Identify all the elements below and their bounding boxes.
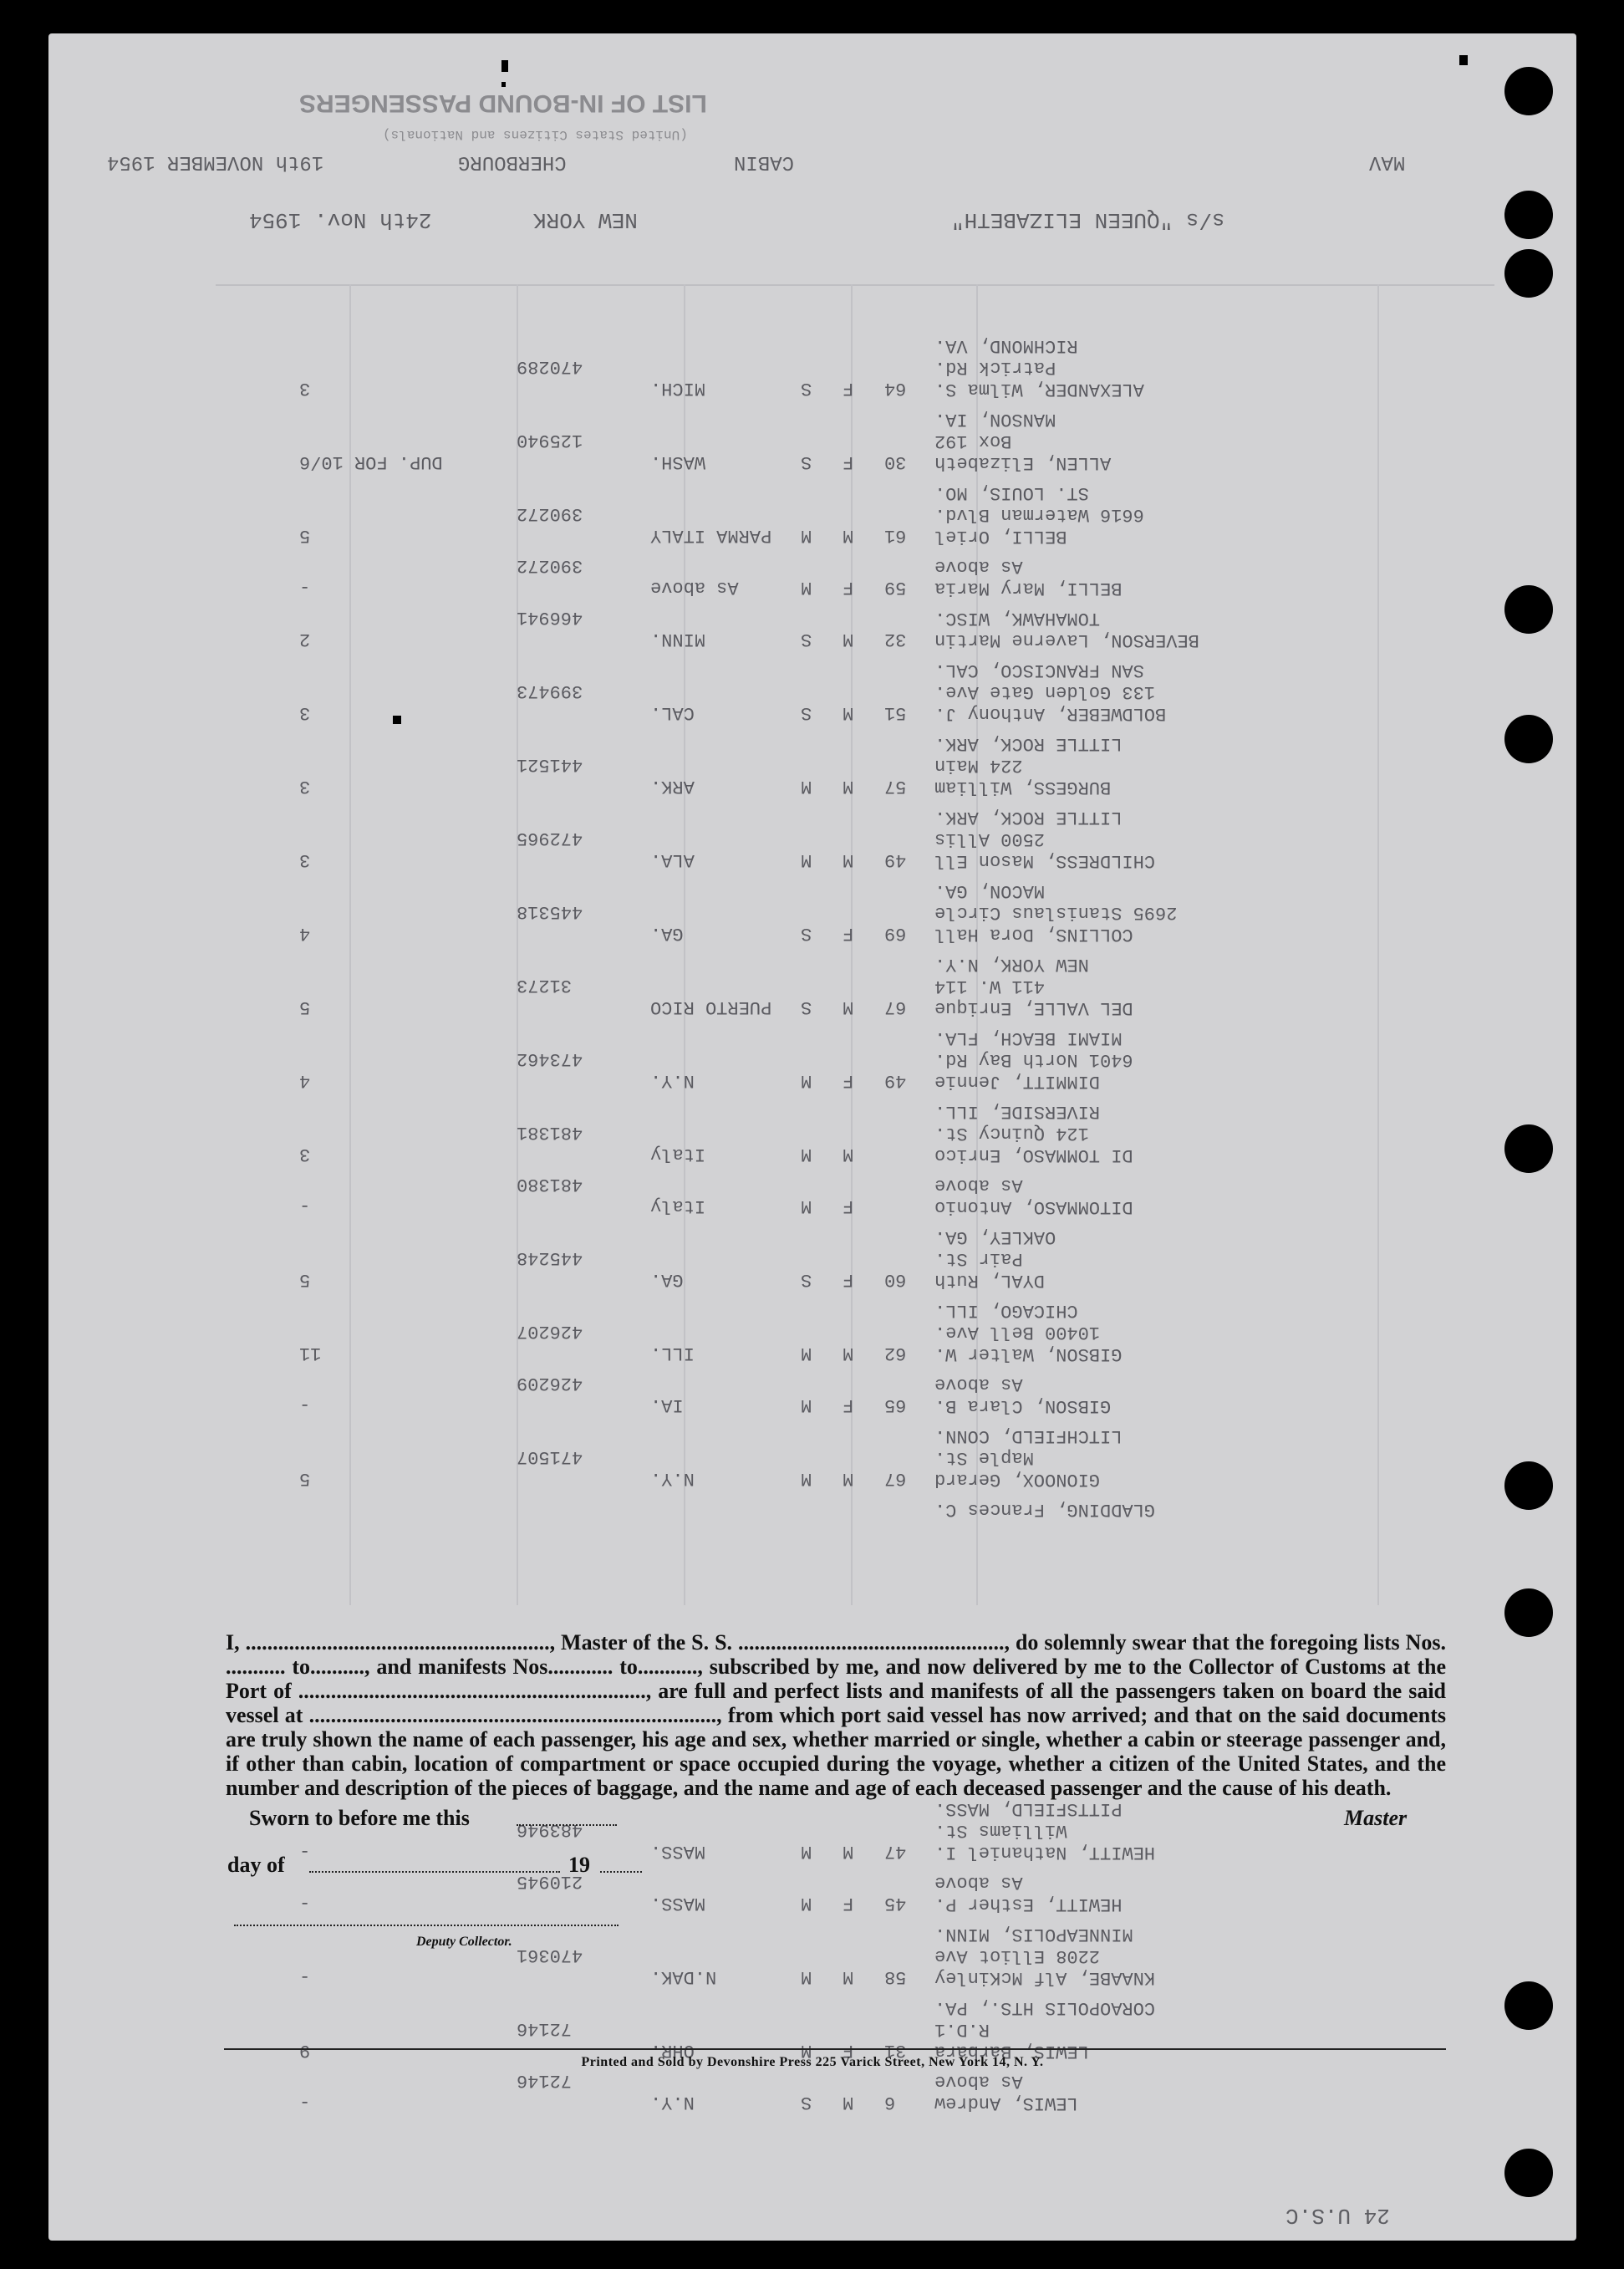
binder-hole	[1504, 67, 1553, 115]
passenger-compartment: 5	[299, 525, 311, 546]
passenger-marital: M	[801, 2040, 812, 2061]
passenger-compartment: -	[299, 1893, 311, 1914]
passenger-marital: M	[801, 1893, 812, 1914]
passenger-name-block	[934, 1498, 1369, 1520]
passenger-name: GIONOOX, Gerard	[934, 1469, 1101, 1490]
passenger-state: N.DAK.	[650, 1966, 717, 1987]
passenger-address-line: NEW YORK, N.Y.	[934, 954, 1089, 975]
passenger-cert: 399473	[517, 681, 583, 701]
passenger-name-block	[934, 1871, 1369, 1915]
passenger-age: 62	[884, 1343, 907, 1364]
passenger-age: 32	[884, 629, 907, 650]
passenger-address-line: 6401 North Bay Rd.	[934, 1049, 1133, 1070]
binder-hole	[1504, 249, 1553, 298]
binder-hole	[1504, 715, 1553, 763]
passenger-name-block	[934, 1100, 1369, 1165]
passenger-marital: M	[801, 1966, 812, 1987]
passenger-address-line: Patrick Rd.	[934, 357, 1056, 378]
passenger-name: CHILDRESS, Mason Ell	[934, 850, 1156, 871]
passenger-address-line: 2695 Stanislaus Circle	[934, 902, 1178, 923]
bleed-title: LIST OF IN-BOUND PASSENGERS	[299, 89, 707, 117]
passenger-address-line: CHICAGO, ILL.	[934, 1300, 1078, 1321]
passenger-age: 6	[884, 2092, 896, 2113]
passenger-compartment: -	[299, 1966, 311, 1987]
passenger-sex: M	[843, 849, 854, 870]
header-from-value: CHERBOURG	[458, 150, 567, 173]
passenger-age: 64	[884, 378, 907, 399]
passenger-age: 60	[884, 1269, 907, 1290]
passenger-name: BELLI, Oriel	[934, 526, 1067, 547]
passenger-state: WASH.	[650, 451, 706, 472]
passenger-name-block	[934, 659, 1369, 724]
passenger-name-block	[934, 2070, 1369, 2113]
binder-hole	[1504, 1124, 1553, 1173]
passenger-cert: 445248	[517, 1247, 583, 1268]
passenger-compartment: -	[299, 1395, 311, 1415]
passenger-sex: M	[843, 525, 854, 546]
passenger-address-line: 2208 Elliot Ave	[934, 1945, 1101, 1966]
year-label: 19	[568, 1853, 590, 1877]
passenger-state: ARK.	[650, 776, 695, 797]
header-class-value: CABIN	[734, 150, 795, 173]
passenger-address-line: ST. LOUIS, MO.	[934, 482, 1089, 503]
passenger-name: GIBSON, Walter W.	[934, 1344, 1123, 1364]
passenger-address-line: MINNEAPOLIS, MINN.	[934, 1924, 1133, 1945]
sworn-line	[517, 1824, 617, 1826]
passenger-name-block	[934, 555, 1369, 599]
passenger-state: IA.	[650, 1395, 684, 1415]
passenger-address-line: As above	[934, 1175, 1023, 1196]
passenger-marital: M	[801, 1468, 812, 1489]
passenger-compartment: 4	[299, 923, 311, 944]
passenger-state: CAL.	[650, 702, 695, 723]
passenger-sex: M	[843, 1144, 854, 1165]
passenger-marital: S	[801, 923, 812, 944]
binder-hole	[1504, 1461, 1553, 1510]
passenger-marital: M	[801, 1196, 812, 1216]
passenger-name: DIMMITT, Jennie	[934, 1071, 1101, 1092]
header-arrival-date: 24th Nov. 1954	[249, 207, 432, 232]
passenger-state: MINN.	[650, 629, 706, 650]
passenger-name: LEWIS, Andrew	[934, 2093, 1078, 2113]
header-date-value: 19th NOVEMBER 1954	[107, 150, 324, 173]
passenger-cert: 426209	[517, 1373, 583, 1394]
passenger-compartment: DUP. FOR 10/6	[299, 451, 443, 472]
passenger-compartment: -	[299, 1841, 311, 1862]
passenger-marital: S	[801, 1269, 812, 1290]
passenger-state: Italy	[650, 1196, 706, 1216]
passenger-marital: M	[801, 1841, 812, 1862]
passenger-sex: M	[843, 702, 854, 723]
passenger-marital: S	[801, 451, 812, 472]
passenger-name-block	[934, 1923, 1369, 1988]
passenger-age: 31	[884, 2040, 907, 2061]
passenger-compartment: 4	[299, 1070, 311, 1091]
passenger-name-block	[934, 607, 1369, 650]
printer-imprint: Printed and Sold by Devonshire Press 225 Varick Street, New York 14, N. Y.	[581, 2055, 1044, 2069]
passenger-compartment: -	[299, 577, 311, 598]
passenger-name: ALLEN, Elizabeth	[934, 452, 1112, 473]
ink-speck	[501, 60, 508, 72]
passenger-address-line: Box 192	[934, 431, 1012, 451]
passenger-address-line: MANSON, IA.	[934, 409, 1056, 430]
passenger-cert: 125940	[517, 430, 583, 451]
passenger-state: MASS.	[650, 1893, 706, 1914]
sworn-label: Sworn to before me this	[249, 1806, 470, 1830]
passenger-name: DYAL, Ruth	[934, 1270, 1046, 1291]
passenger-address-line: TOMAHAWK, WISC.	[934, 608, 1101, 629]
passenger-state: N.Y.	[650, 2092, 695, 2113]
passenger-name-block	[934, 732, 1369, 798]
passenger-marital: M	[801, 776, 812, 797]
passenger-cert: 481380	[517, 1174, 583, 1195]
passenger-compartment: 3	[299, 849, 311, 870]
passenger-state: ALA.	[650, 849, 695, 870]
passenger-cert: 72146	[517, 2018, 573, 2039]
table-column-rule	[1377, 284, 1379, 1605]
passenger-marital: M	[801, 577, 812, 598]
passenger-address-line: 133 Golden Gate Ave.	[934, 681, 1156, 702]
passenger-sex: F	[843, 378, 854, 399]
page-note: 24 U.S.C	[1285, 2203, 1390, 2228]
passenger-sex: M	[843, 776, 854, 797]
passenger-address-line: MACON, GA.	[934, 880, 1046, 901]
passenger-state: N.Y.	[650, 1468, 695, 1489]
passenger-marital: S	[801, 629, 812, 650]
passenger-address-line: MIAMI BEACH, FLA.	[934, 1027, 1123, 1048]
passenger-cert: 445318	[517, 901, 583, 922]
passenger-name-block	[934, 1299, 1369, 1364]
table-column-rule	[684, 284, 685, 1605]
passenger-cert: 470361	[517, 1945, 583, 1966]
day-of-line	[309, 1871, 560, 1873]
passenger-name: COLLINS, Dora Hall	[934, 924, 1133, 945]
passenger-address-line: SAN FRANCISCO, CAL.	[934, 660, 1144, 681]
passenger-marital: M	[801, 525, 812, 546]
passenger-address-line: RIVERSIDE, ILL.	[934, 1101, 1101, 1122]
year-line	[600, 1871, 642, 1873]
passenger-marital: M	[801, 1144, 812, 1165]
footer-rule	[224, 2048, 1446, 2050]
manifest-page	[48, 33, 1576, 2241]
passenger-address-line: OAKLEY, GA.	[934, 1226, 1056, 1247]
passenger-name: GLADDING, Frances C.	[934, 1499, 1156, 1520]
passenger-compartment: 3	[299, 776, 311, 797]
table-column-rule	[349, 284, 351, 1605]
passenger-name-block	[934, 482, 1369, 547]
passenger-sex: F	[843, 1070, 854, 1091]
passenger-compartment: -	[299, 1196, 311, 1216]
passenger-marital: S	[801, 378, 812, 399]
passenger-name: DITOMMASO, Antonio	[934, 1196, 1133, 1217]
passenger-sex: M	[843, 1343, 854, 1364]
passenger-address-line: As above	[934, 2071, 1023, 2092]
bleed-subtitle: (United States Citizens and Nationals)	[383, 127, 688, 142]
passenger-sex: M	[843, 2092, 854, 2113]
ink-speck	[1459, 55, 1468, 65]
passenger-age: 58	[884, 1966, 907, 1987]
passenger-age: 47	[884, 1841, 907, 1862]
passenger-age: 45	[884, 1893, 907, 1914]
passenger-marital: M	[801, 1343, 812, 1364]
passenger-age: 59	[884, 577, 907, 598]
passenger-compartment: 3	[299, 378, 311, 399]
header-form-code: MAV	[1369, 150, 1406, 173]
passenger-marital: S	[801, 702, 812, 723]
passenger-address-line: 411 W. 114	[934, 976, 1046, 997]
passenger-sex: F	[843, 923, 854, 944]
binder-hole	[1504, 1981, 1553, 2030]
passenger-age: 49	[884, 849, 907, 870]
passenger-address-line: RICHMOND, VA.	[934, 335, 1078, 356]
ink-speck	[501, 82, 506, 87]
passenger-state: PUERTO RICO	[650, 997, 772, 1017]
passenger-address-line: Williams St.	[934, 1820, 1067, 1841]
passenger-sex: F	[843, 1269, 854, 1290]
passenger-compartment: 5	[299, 997, 311, 1017]
passenger-sex: M	[843, 1966, 854, 1987]
header-port: NEW YORK	[533, 207, 638, 232]
passenger-cert: 471507	[517, 1446, 583, 1467]
passenger-name: BELLI, Mary Maria	[934, 578, 1123, 599]
passenger-age: 67	[884, 997, 907, 1017]
passenger-state: PARMA ITALY	[650, 525, 772, 546]
passenger-name-block	[934, 1373, 1369, 1416]
passenger-name: ALEXANDER, Wilma S.	[934, 379, 1144, 400]
oath-text: I, ........................................................, Master of the S. S. ................................................., do solemnly swear that the foregoing lists Nos. ........... to.........., and manifests Nos............ to..........., subscribed by me, and now delivered by me to the Collector of Customs at the Port of ................................................................, are full and perfect lists and manifests of all the passengers taken on board the said vessel at ..........................................................................., from which port said vessel has now arrived; and that on the said documents are truly shown the name of each passenger, his age and sex, whether married or single, whether a cabin or steerage passenger and, if other than cabin, location of compartment or space occupied during the voyage, whether a citizen of the United States, and the number and description of the pieces of baggage, and the name and age of each deceased passenger and the cause of his death.	[226, 1630, 1446, 1800]
passenger-cert: 473462	[517, 1048, 583, 1069]
passenger-state: ILL.	[650, 1343, 695, 1364]
passenger-cert: 390272	[517, 555, 583, 576]
passenger-address-line: As above	[934, 1374, 1023, 1395]
passenger-name-block	[934, 1226, 1369, 1291]
passenger-state: GA.	[650, 1269, 684, 1290]
passenger-age: 69	[884, 923, 907, 944]
passenger-address-line: R.D.1	[934, 2019, 990, 2040]
passenger-name-block	[934, 880, 1369, 945]
passenger-name: BURGESS, William	[934, 777, 1112, 798]
passenger-name-block	[934, 1425, 1369, 1490]
passenger-address-line: Maple St.	[934, 1447, 1034, 1468]
deputy-line	[234, 1925, 619, 1926]
passenger-age: 49	[884, 1070, 907, 1091]
passenger-cert: 470289	[517, 356, 583, 377]
passenger-sex: F	[843, 1196, 854, 1216]
passenger-sex: M	[843, 1841, 854, 1862]
passenger-state: Italy	[650, 1144, 706, 1165]
passenger-address-line: CORAOPOLIS HTS., PA.	[934, 1997, 1156, 2018]
passenger-age: 65	[884, 1395, 907, 1415]
passenger-name: LEWIS, Barbara	[934, 2041, 1089, 2062]
passenger-state: MASS.	[650, 1841, 706, 1862]
passenger-cert: 31273	[517, 975, 573, 996]
passenger-compartment: 2	[299, 629, 311, 650]
passenger-cert: 483946	[517, 1819, 583, 1840]
table-column-rule	[517, 284, 518, 1605]
binder-hole	[1504, 191, 1553, 239]
passenger-cert: 426207	[517, 1321, 583, 1342]
passenger-address-line: Pair St.	[934, 1248, 1023, 1269]
passenger-cert: 390272	[517, 503, 583, 524]
passenger-state: As above	[650, 577, 739, 598]
binder-hole	[1504, 585, 1553, 634]
passenger-address-line: 10400 Bell Ave.	[934, 1322, 1101, 1343]
passenger-marital: S	[801, 2092, 812, 2113]
passenger-age: 57	[884, 776, 907, 797]
passenger-compartment: 3	[299, 1144, 311, 1165]
passenger-name: GIBSON, Clara B.	[934, 1395, 1112, 1416]
passenger-cert: 466941	[517, 607, 583, 628]
passenger-age: 51	[884, 702, 907, 723]
passenger-sex: F	[843, 2040, 854, 2061]
passenger-marital: M	[801, 1395, 812, 1415]
binder-hole	[1504, 2149, 1553, 2197]
passenger-address-line: As above	[934, 1872, 1023, 1893]
passenger-address-line: LITCHFIELD, CONN.	[934, 1425, 1123, 1446]
passenger-compartment: 9	[299, 2040, 311, 2061]
passenger-state: GA.	[650, 923, 684, 944]
passenger-state: MICH.	[650, 378, 706, 399]
passenger-compartment: 5	[299, 1269, 311, 1290]
passenger-compartment: -	[299, 2092, 311, 2113]
passenger-address-line: PITTSFIELD, MASS.	[934, 1798, 1123, 1819]
passenger-name-block	[934, 408, 1369, 473]
passenger-name-block	[934, 1996, 1369, 2062]
passenger-compartment: 11	[299, 1343, 322, 1364]
passenger-age: 67	[884, 1468, 907, 1489]
passenger-state: N.Y.	[650, 1070, 695, 1091]
passenger-cert: 72146	[517, 2070, 573, 2091]
passenger-address-line: 224 Main	[934, 755, 1023, 776]
deputy-label: Deputy Collector.	[416, 1935, 512, 1949]
passenger-address-line: 6616 Waterman Blvd.	[934, 504, 1144, 525]
passenger-marital: M	[801, 849, 812, 870]
master-oath	[226, 1630, 1446, 1800]
passenger-sex: F	[843, 577, 854, 598]
master-label: Master	[1344, 1806, 1408, 1830]
passenger-sex: F	[843, 1395, 854, 1415]
passenger-address-line: As above	[934, 556, 1023, 577]
header-vessel: s/s "QUEEN ELIZABETH"	[951, 207, 1225, 232]
passenger-name-block	[934, 334, 1369, 400]
passenger-sex: F	[843, 451, 854, 472]
passenger-name-block	[934, 953, 1369, 1018]
passenger-name: HEWITT, Nathaniel I.	[934, 1842, 1156, 1863]
passenger-cert: 472965	[517, 828, 583, 849]
passenger-name: BOLDWEBER, Anthony J.	[934, 703, 1167, 724]
passenger-age: 30	[884, 451, 907, 472]
passenger-compartment: 3	[299, 702, 311, 723]
passenger-name-block	[934, 1797, 1369, 1863]
passenger-name: DI TOMMASO, Enrico	[934, 1145, 1133, 1165]
passenger-address-line: LITTLE ROCK, ARK.	[934, 807, 1123, 828]
passenger-cert: 481381	[517, 1122, 583, 1143]
binder-hole	[1504, 1588, 1553, 1637]
passenger-sex: M	[843, 629, 854, 650]
passenger-name: KNAABE, Alf McKinley	[934, 1967, 1156, 1988]
passenger-sex: M	[843, 1468, 854, 1489]
passenger-sex: F	[843, 1893, 854, 1914]
passenger-name: DEL VALLE, Enrique	[934, 997, 1133, 1018]
day-of-label: day of	[227, 1853, 285, 1877]
passenger-name: BEVERSON, Laverne Martin	[934, 630, 1199, 650]
passenger-cert: 441521	[517, 754, 583, 775]
passenger-name-block	[934, 806, 1369, 871]
passenger-age: 61	[884, 525, 907, 546]
passenger-address-line: LITTLE ROCK, ARK.	[934, 733, 1123, 754]
passenger-marital: M	[801, 1070, 812, 1091]
passenger-name-block	[934, 1027, 1369, 1092]
passenger-name: HEWITT, Esther P.	[934, 1894, 1123, 1915]
passenger-address-line: 124 Quincy St.	[934, 1123, 1089, 1144]
passenger-compartment: 5	[299, 1468, 311, 1489]
passenger-sex: M	[843, 997, 854, 1017]
passenger-cert: 210945	[517, 1871, 583, 1892]
passenger-marital: S	[801, 997, 812, 1017]
passenger-state: OHR.	[650, 2040, 695, 2061]
passenger-address-line: 2500 Allis	[934, 829, 1046, 849]
passenger-name-block	[934, 1174, 1369, 1217]
